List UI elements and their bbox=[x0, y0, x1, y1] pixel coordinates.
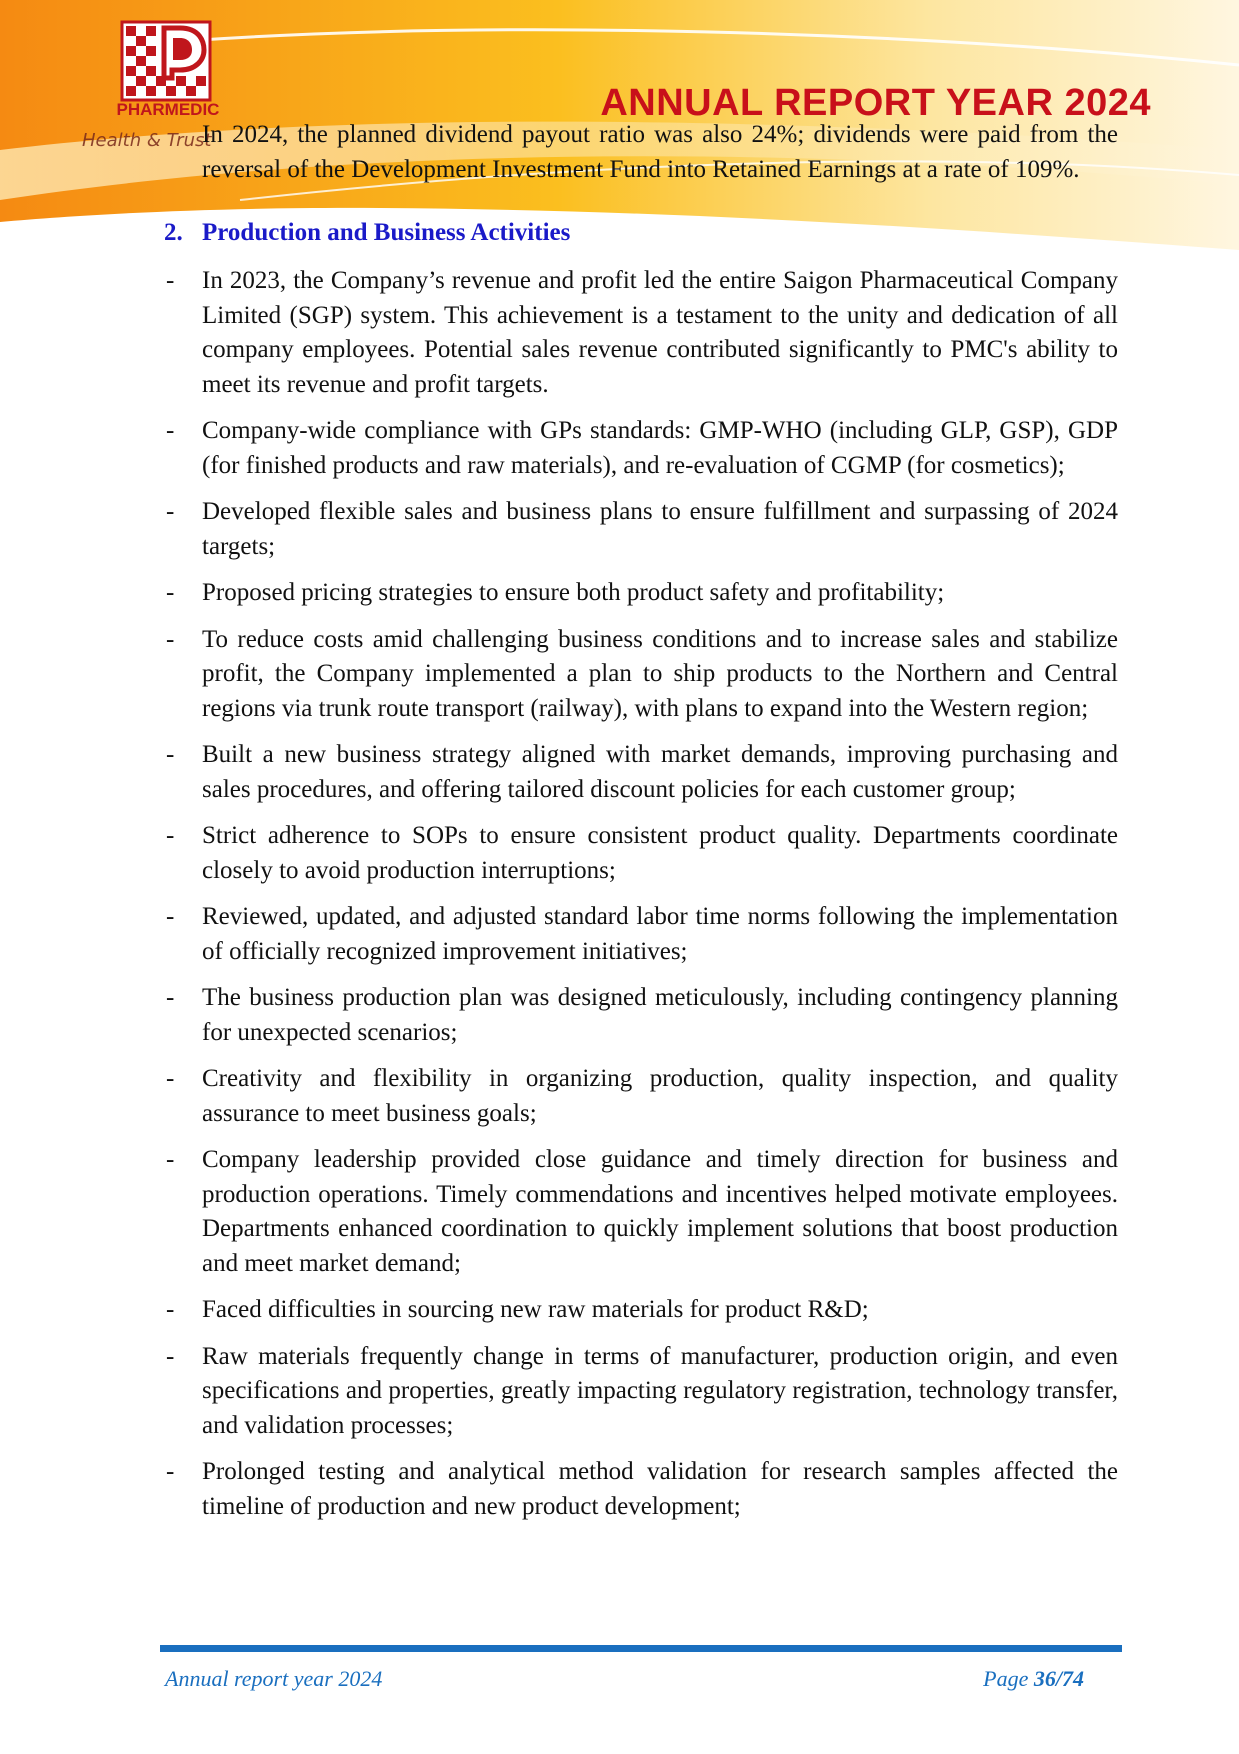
list-item-text: Developed flexible sales and business plans to ensure fulfillment and surpassing of 2024 targets; bbox=[202, 498, 1118, 560]
list-item-text: In 2023, the Company’s revenue and profit led the entire Saigon Pharmaceutical Company Limited (SGP) system. This achievement is a testament to the unity and dedication of all company employees. Potential sales revenue contributed significantly to PMC's ability to meet its revenue and profit targets. bbox=[202, 267, 1118, 398]
page-content bbox=[160, 118, 1118, 1536]
list-item-text: Reviewed, updated, and adjusted standard labor time norms following the implementation of officially recognized improvement initiatives; bbox=[202, 903, 1118, 965]
bullet-marker: - bbox=[166, 1342, 175, 1370]
list-item-text: Company leadership provided close guidance and timely direction for business and production operations. Timely commendations and incentives helped motivate employees. Departments enhanced coordination to quickly implement solutions that boost production and meet market demand; bbox=[202, 1146, 1118, 1277]
list-item-text: Company-wide compliance with GPs standards: GMP-WHO (including GLP, GSP), GDP (for finished products and raw materials), and re-evaluation of CGMP (for cosmetics); bbox=[202, 417, 1118, 479]
bullet-marker: - bbox=[166, 498, 175, 525]
list-item-text: Prolonged testing and analytical method validation for research samples affected the timeline of production and new product development; bbox=[202, 1458, 1118, 1520]
list-item-text: Proposed pricing strategies to ensure both product safety and profitability; bbox=[202, 579, 945, 606]
bullet-marker: - bbox=[166, 1458, 175, 1485]
bullet-marker: - bbox=[166, 417, 175, 444]
bullet-marker: - bbox=[166, 267, 175, 294]
list-item-text: Creativity and flexibility in organizing production, quality inspection, and quality assurance to meet business goals; bbox=[202, 1065, 1118, 1127]
list-item bbox=[160, 981, 1118, 1050]
bullet-marker: - bbox=[166, 625, 175, 653]
list-item bbox=[160, 1293, 1118, 1328]
list-item bbox=[160, 1143, 1118, 1281]
list-item-text: The business production plan was designed meticulously, including contingency planning for unexpected scenarios; bbox=[202, 984, 1118, 1046]
bullet-marker: - bbox=[166, 579, 175, 606]
list-item bbox=[160, 738, 1118, 807]
list-item bbox=[160, 495, 1118, 564]
section-title: Production and Business Activities bbox=[202, 219, 571, 246]
bullet-marker: - bbox=[166, 741, 175, 768]
list-item-text: Raw materials frequently change in terms of manufacturer, production origin, and even specifications and properties, greatly impacting regulatory registration, technology transfer, and validation processes; bbox=[202, 1342, 1118, 1439]
list-item bbox=[160, 819, 1118, 888]
section-number: 2. bbox=[164, 219, 183, 246]
brand-name: PHARMEDIC bbox=[116, 100, 220, 119]
bullet-marker: - bbox=[166, 1296, 175, 1323]
brand-tagline: Health & Trust bbox=[82, 130, 212, 151]
list-item bbox=[160, 1340, 1118, 1444]
list-item-text: Strict adherence to SOPs to ensure consistent product quality. Departments coordinate closely to avoid production interruptions; bbox=[202, 822, 1118, 884]
bullet-marker: - bbox=[166, 822, 175, 849]
report-title: ANNUAL REPORT YEAR 2024 bbox=[600, 82, 1151, 124]
list-item bbox=[160, 1455, 1118, 1524]
intro-paragraph: In 2024, the planned dividend payout ratio was also 24%; dividends were paid from the reversal of the Development Investment Fund into Retained Earnings at a rate of 109%. bbox=[202, 121, 1118, 183]
list-item bbox=[160, 900, 1118, 969]
activities-list bbox=[160, 264, 1118, 1524]
list-item bbox=[160, 414, 1118, 483]
page-number: 36/74 bbox=[1033, 1666, 1084, 1691]
pharmedic-logo-icon bbox=[120, 20, 212, 102]
list-item bbox=[160, 264, 1118, 402]
list-item-text: Faced difficulties in sourcing new raw materials for product R&D; bbox=[202, 1296, 869, 1323]
section-heading bbox=[164, 216, 1118, 250]
footer-divider bbox=[160, 1645, 1122, 1652]
bullet-marker: - bbox=[166, 1146, 175, 1173]
list-item bbox=[160, 576, 1118, 611]
list-item bbox=[160, 1062, 1118, 1131]
page-label: Page bbox=[983, 1666, 1029, 1691]
footer-report-label: Annual report year 2024 bbox=[165, 1666, 383, 1691]
bullet-marker: - bbox=[166, 903, 175, 930]
list-item-text: To reduce costs amid challenging business conditions and to increase sales and stabilize profit, the Company implemented a plan to ship products to the Northern and Central regions via trunk route transport (railway), with plans to expand into the Western region; bbox=[202, 625, 1118, 722]
page-indicator bbox=[983, 1666, 1084, 1692]
list-item bbox=[160, 623, 1118, 727]
list-item-text: Built a new business strategy aligned with market demands, improving purchasing and sales procedures, and offering tailored discount policies for each customer group; bbox=[202, 741, 1118, 803]
bullet-marker: - bbox=[166, 1065, 175, 1092]
bullet-marker: - bbox=[166, 984, 175, 1011]
